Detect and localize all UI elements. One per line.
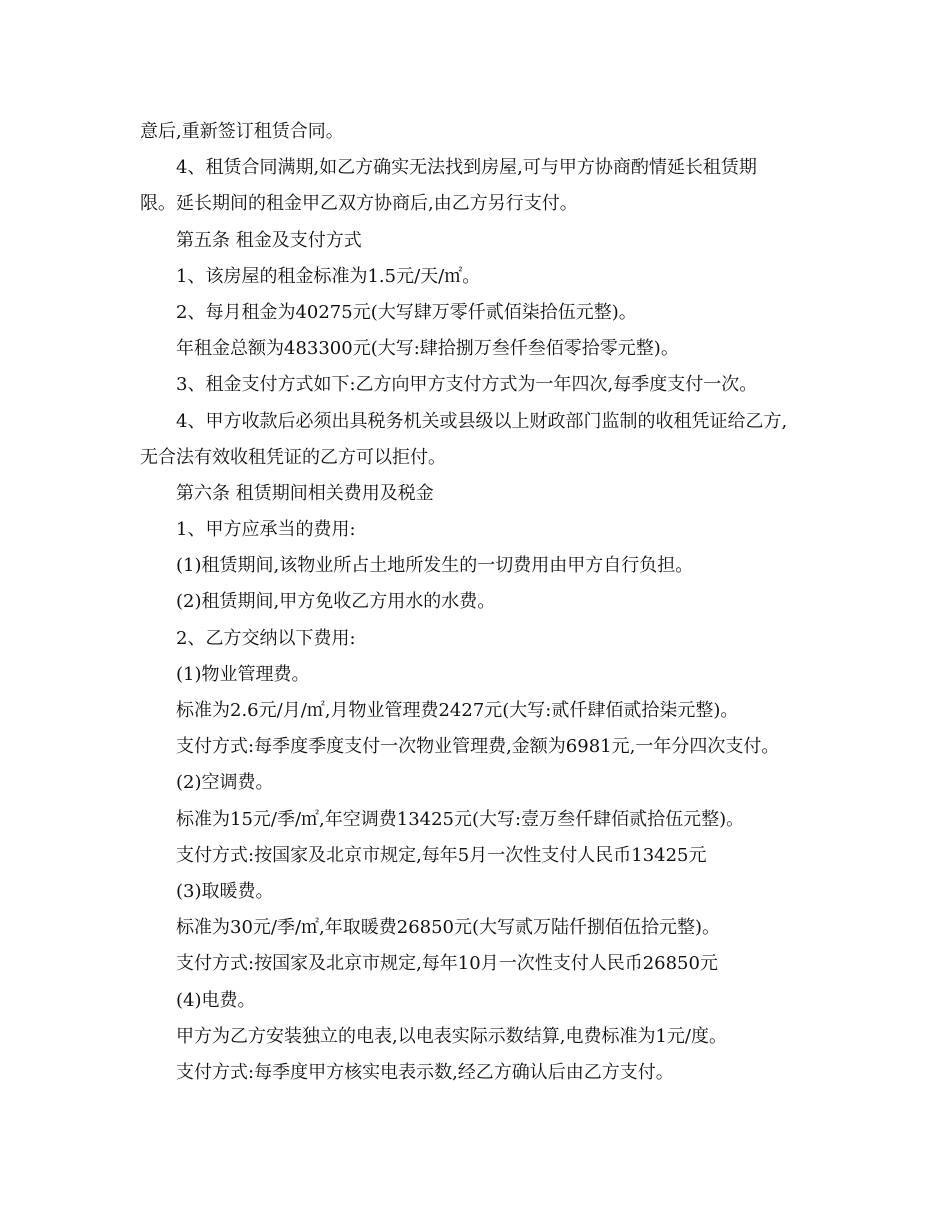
paragraph-line: 标准为2.6元/月/㎡,月物业管理费2427元(大写:贰仟肆佰贰拾柒元整)。 [176,700,739,721]
paragraph-line: 甲方为乙方安装独立的电表,以电表实际示数结算,电费标准为1元/度。 [176,1025,727,1047]
paragraph-line: 1、甲方应承当的费用: [176,519,356,541]
paragraph-line: (2)租赁期间,甲方免收乙方用水的水费。 [176,591,496,613]
paragraph-line: 无合法有效收租凭证的乙方可以拒付。 [140,446,446,468]
paragraph-line: (4)电费。 [176,989,256,1011]
paragraph-line: (1)租赁期间,该物业所占土地所发生的一切费用由甲方自行负担。 [176,555,694,577]
paragraph-line: 意后,重新签订租赁合同。 [140,121,344,142]
document-body [140,114,820,1091]
paragraph-line: 年租金总额为483300元(大写:肆拾捌万叁仟叁佰零拾零元整)。 [176,338,679,360]
paragraph-line: 2、每月租金为40275元(大写肆万零仟贰佰柒拾伍元整)。 [176,301,637,323]
paragraph-line: 第五条 租金及支付方式 [176,229,362,251]
paragraph-line: 标准为30元/季/㎡,年取暖费26850元(大写贰万陆仟捌佰伍拾元整)。 [176,917,721,939]
paragraph-line: 限。延长期间的租金甲乙双方协商后,由乙方另行支付。 [140,193,578,215]
paragraph-line: 支付方式:按国家及北京市规定,每年5月一次性支付人民币13425元 [176,844,707,866]
paragraph-line: 4、甲方收款后必须出具税务机关或县级以上财政部门监制的收租凭证给乙方, [176,410,788,432]
paragraph-line: (3)取暖费。 [176,880,274,902]
paragraph-line: 1、该房屋的租金标准为1.5元/天/㎡。 [176,265,481,287]
paragraph-line: (2)空调费。 [176,772,274,794]
paragraph-line: 标准为15元/季/㎡,年空调费13425元(大写:壹万叁仟肆佰贰拾伍元整)。 [176,808,745,830]
paragraph-line: 3、租金支付方式如下:乙方向甲方支付方式为一年四次,每季度支付一次。 [176,374,758,396]
paragraph-line: 支付方式:每季度甲方核实电表示数,经乙方确认后由乙方支付。 [176,1061,674,1083]
paragraph-line: (1)物业管理费。 [176,663,310,685]
paragraph-line: 第六条 租赁期间相关费用及税金 [176,482,434,504]
paragraph-line: 支付方式:每季度季度支付一次物业管理费,金额为6981元,一年分四次支付。 [176,736,780,758]
paragraph-line: 4、租赁合同满期,如乙方确实无法找到房屋,可与甲方协商酌情延长租赁期 [176,157,757,179]
paragraph-line: 2、乙方交纳以下费用: [176,627,356,649]
paragraph-line: 支付方式:按国家及北京市规定,每年10月一次性支付人民币26850元 [176,953,718,975]
